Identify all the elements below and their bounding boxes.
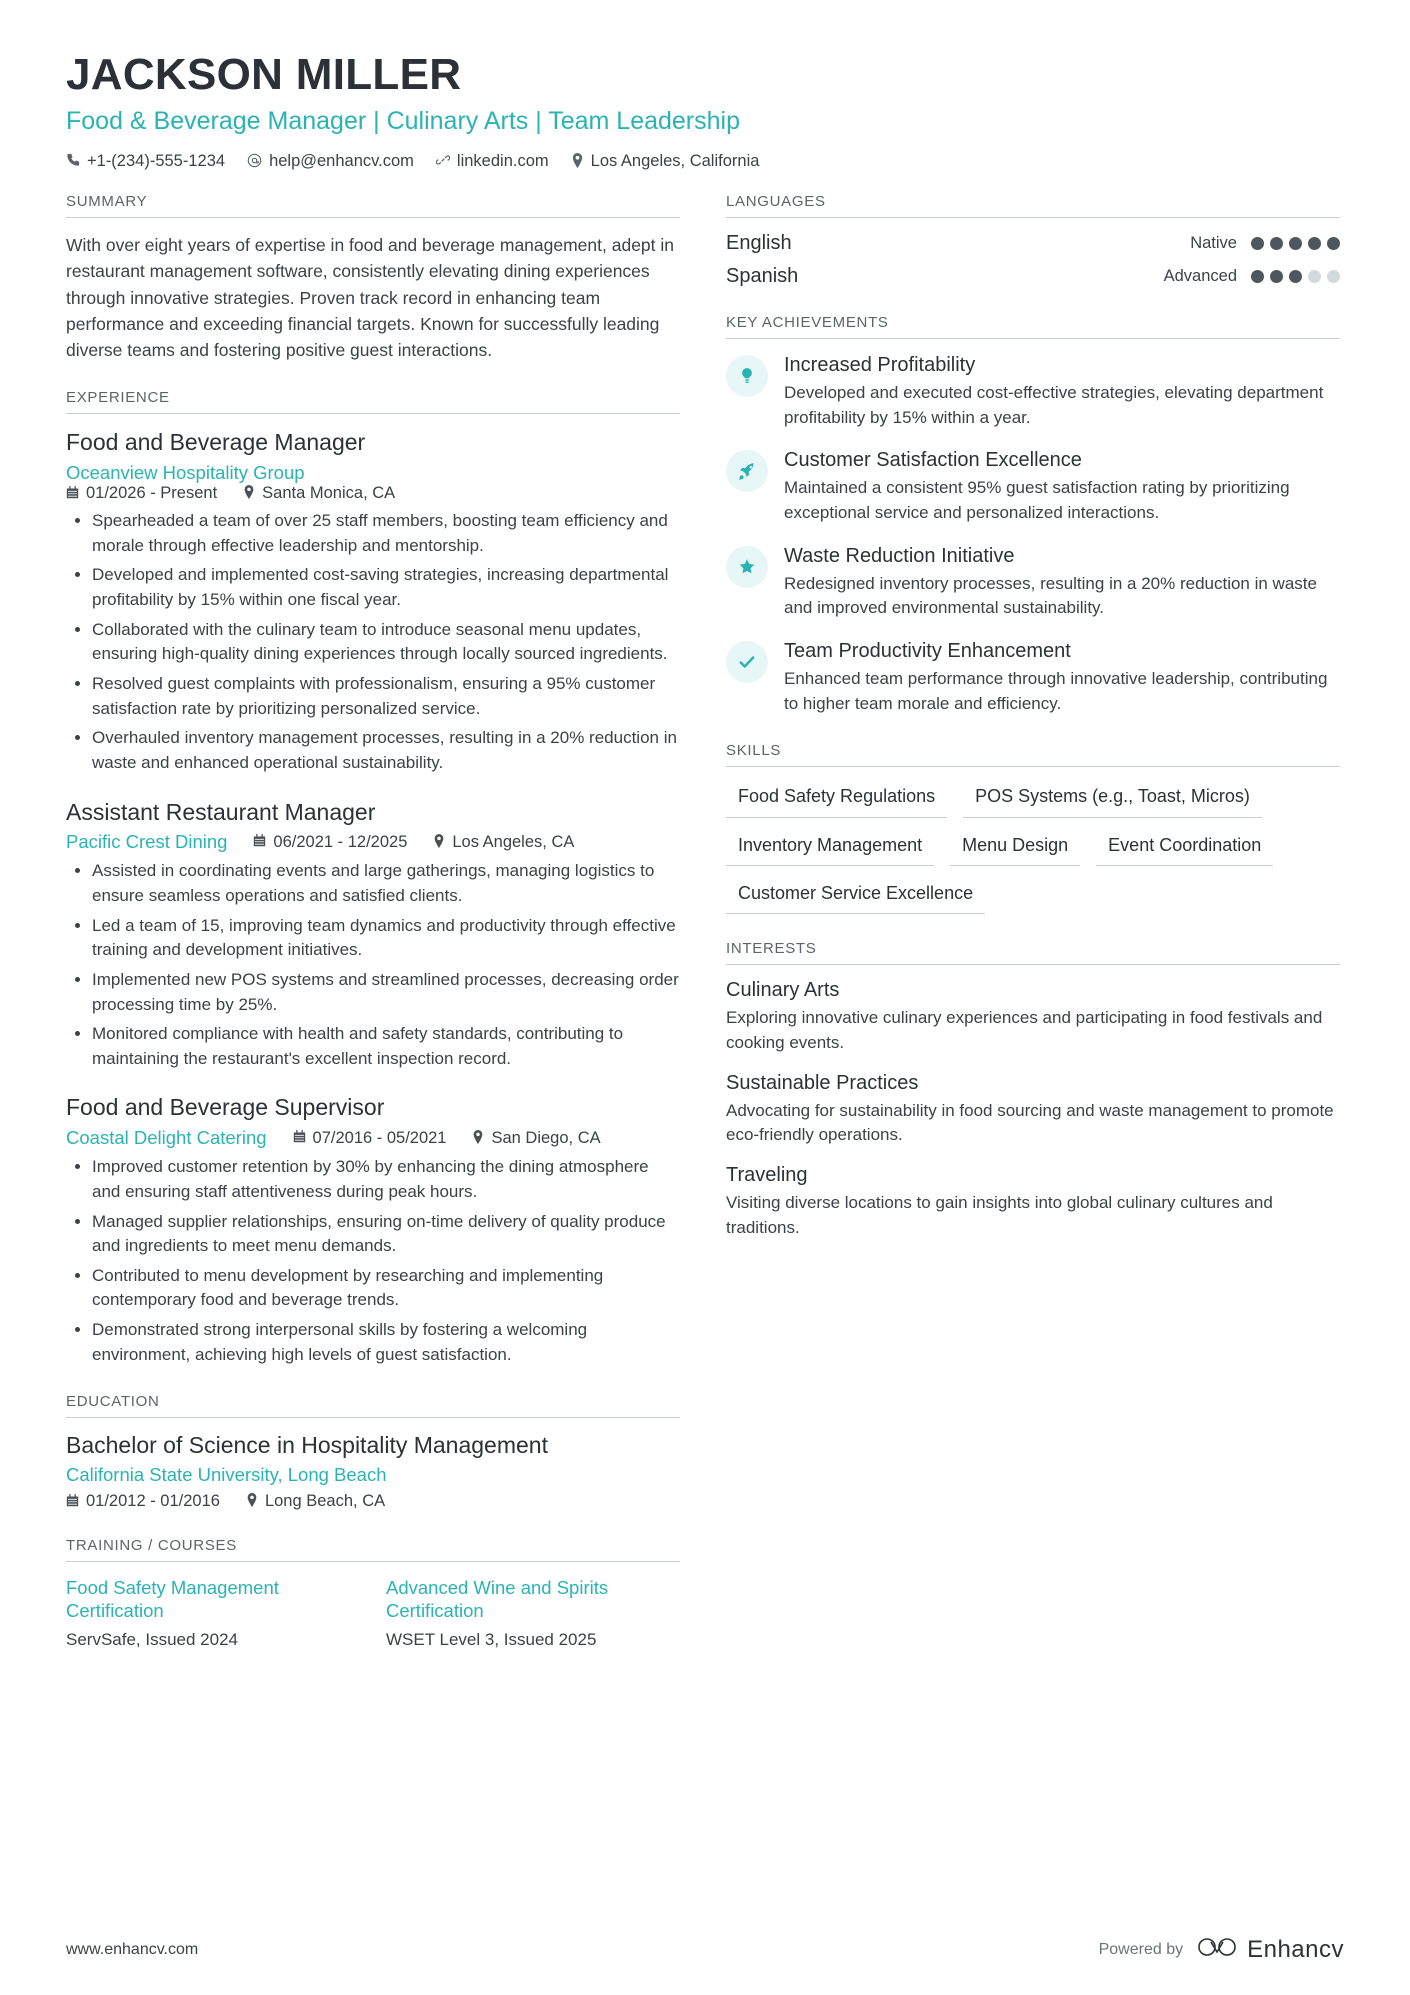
section-title-experience: EXPERIENCE bbox=[66, 389, 680, 414]
achievement-body bbox=[784, 448, 1340, 525]
job-bullet: • Monitored compliance with health and safety standards, contributing to maintaining the restaurant's excellent inspection record. bbox=[92, 1022, 680, 1071]
interest-title: Sustainable Practices bbox=[726, 1071, 919, 1094]
job-dates bbox=[253, 833, 407, 852]
interest-item bbox=[726, 1072, 1340, 1148]
contact-location bbox=[571, 152, 760, 171]
job-title: Food and Beverage Supervisor bbox=[66, 1094, 385, 1121]
contact-phone-text: +1-(234)-555-1234 bbox=[87, 152, 226, 171]
training-name: Food Safety Management Certification bbox=[66, 1577, 279, 1622]
education-dates-text: 01/2012 - 01/2016 bbox=[86, 1492, 220, 1511]
training-item bbox=[386, 1576, 666, 1649]
job-company: Pacific Crest Dining bbox=[66, 831, 228, 853]
interest-desc: Exploring innovative culinary experiences and participating in food festivals and cooking events. bbox=[726, 1008, 1323, 1053]
skill-chip: Menu Design bbox=[950, 830, 1080, 866]
interest-item bbox=[726, 1164, 1340, 1240]
section-education bbox=[66, 1393, 680, 1511]
experience-item bbox=[66, 798, 680, 1072]
achievement-desc: Redesigned inventory processes, resulting in a 20% reduction in waste and improved environmental sustainability. bbox=[784, 573, 1317, 618]
location-icon bbox=[246, 1493, 258, 1510]
education-dates bbox=[66, 1492, 220, 1511]
contact-link bbox=[436, 152, 549, 171]
job-bullets bbox=[66, 509, 680, 775]
language-item bbox=[726, 232, 1340, 255]
location-icon bbox=[571, 153, 584, 171]
job-bullet: • Contributed to menu development by researching and implementing contemporary food and beverage trends. bbox=[92, 1264, 680, 1313]
section-skills bbox=[726, 742, 1340, 914]
language-dots bbox=[1251, 237, 1340, 250]
location-icon bbox=[433, 834, 445, 851]
job-company: Oceanview Hospitality Group bbox=[66, 462, 305, 484]
job-title: Assistant Restaurant Manager bbox=[66, 798, 376, 825]
achievement-desc: Maintained a consistent 95% guest satisfaction rating by prioritizing exceptional service and personalized interactions. bbox=[784, 478, 1290, 523]
link-icon bbox=[436, 153, 450, 170]
achievement-desc: Enhanced team performance through innovative leadership, contributing to higher team morale and efficiency. bbox=[784, 669, 1328, 713]
achievement-title: Increased Profitability bbox=[784, 354, 976, 377]
language-dots bbox=[1251, 270, 1340, 283]
language-item bbox=[726, 265, 1340, 288]
section-experience bbox=[66, 389, 680, 1367]
job-bullet: • Led a team of 15, improving team dynamics and productivity through effective training and development initiatives. bbox=[92, 914, 680, 963]
dot-empty bbox=[1308, 270, 1321, 283]
job-dates bbox=[293, 1129, 447, 1148]
dot-filled bbox=[1308, 237, 1321, 250]
section-title-skills: SKILLS bbox=[726, 742, 1340, 767]
skills-list bbox=[726, 781, 1340, 914]
achievement-body bbox=[784, 353, 1340, 430]
job-dates-text: 01/2026 - Present bbox=[86, 484, 218, 503]
location-icon bbox=[472, 1130, 484, 1147]
job-bullets bbox=[66, 859, 680, 1071]
interest-title: Culinary Arts bbox=[726, 979, 840, 1002]
section-achievements bbox=[726, 314, 1340, 716]
enhancv-logo-icon bbox=[1195, 1934, 1239, 1965]
interest-item bbox=[726, 979, 1340, 1055]
job-bullet: • Demonstrated strong interpersonal skills by fostering a welcoming environment, achieving high levels of guest satisfaction. bbox=[92, 1318, 680, 1367]
star-icon bbox=[726, 546, 768, 588]
location-icon bbox=[243, 485, 255, 502]
achievement-item bbox=[726, 353, 1340, 430]
achievement-title: Customer Satisfaction Excellence bbox=[784, 449, 1082, 472]
job-bullet: • Managed supplier relationships, ensuring on-time delivery of quality produce and ingredients to meet menu demands. bbox=[92, 1210, 680, 1259]
check-icon bbox=[726, 641, 768, 683]
section-title-achievements: KEY ACHIEVEMENTS bbox=[726, 314, 1340, 339]
footer-url[interactable]: www.enhancv.com bbox=[66, 1940, 199, 1958]
skill-chip: Customer Service Excellence bbox=[726, 878, 985, 914]
experience-item bbox=[66, 1093, 680, 1367]
section-title-languages: LANGUAGES bbox=[726, 193, 1340, 218]
section-title-interests: INTERESTS bbox=[726, 940, 1340, 965]
job-location bbox=[433, 833, 574, 852]
section-title-summary: SUMMARY bbox=[66, 193, 680, 218]
dot-filled bbox=[1251, 237, 1264, 250]
education-meta bbox=[66, 1492, 680, 1511]
job-bullets bbox=[66, 1155, 680, 1367]
calendar-icon bbox=[66, 486, 79, 502]
job-bullet: • Collaborated with the culinary team to introduce seasonal menu updates, ensuring high-quality dining experiences through locally sourced ingredients. bbox=[92, 618, 680, 667]
education-degree: Bachelor of Science in Hospitality Management bbox=[66, 1432, 548, 1459]
job-bullet: • Spearheaded a team of over 25 staff members, boosting team efficiency and morale through effective leadership and mentorship. bbox=[92, 509, 680, 558]
job-location bbox=[243, 484, 395, 503]
language-name: English bbox=[726, 232, 792, 255]
skill-chip: Event Coordination bbox=[1096, 830, 1273, 866]
rocket-icon bbox=[726, 450, 768, 492]
phone-icon bbox=[66, 153, 80, 170]
job-location bbox=[472, 1129, 600, 1148]
education-location bbox=[246, 1492, 385, 1511]
job-location-text: Los Angeles, CA bbox=[452, 832, 575, 851]
job-bullet: • Implemented new POS systems and streamlined processes, decreasing order processing time by 25%. bbox=[92, 968, 680, 1017]
achievement-body bbox=[784, 639, 1340, 716]
achievement-body bbox=[784, 544, 1340, 621]
language-right bbox=[1164, 267, 1340, 286]
calendar-icon bbox=[293, 1130, 306, 1146]
powered-by bbox=[1099, 1934, 1344, 1965]
candidate-name: JACKSON MILLER bbox=[66, 50, 462, 99]
dot-filled bbox=[1251, 270, 1264, 283]
right-column bbox=[726, 193, 1340, 1266]
dot-filled bbox=[1289, 270, 1302, 283]
job-dates bbox=[66, 484, 217, 503]
language-level: Native bbox=[1190, 234, 1237, 253]
education-school: California State University, Long Beach bbox=[66, 1464, 387, 1486]
page-footer bbox=[66, 1934, 1344, 1965]
achievement-title: Team Productivity Enhancement bbox=[784, 640, 1071, 663]
interest-title: Traveling bbox=[726, 1164, 808, 1187]
candidate-headline: Food & Beverage Manager | Culinary Arts | Team Leadership bbox=[66, 107, 740, 136]
contact-location-text: Los Angeles, California bbox=[590, 152, 760, 171]
job-bullet: • Overhauled inventory management processes, resulting in a 20% reduction in waste and enhanced operational sustainability. bbox=[92, 726, 680, 775]
achievement-item bbox=[726, 544, 1340, 621]
job-bullet: • Developed and implemented cost-saving strategies, increasing departmental profitability by 15% within one fiscal year. bbox=[92, 563, 680, 612]
summary-text: With over eight years of expertise in food and beverage management, adept in restaurant management software, consistently elevating dining experiences through innovative strategies. Proven track record in enhancing team performance and exceeding financial targets. Known for successfully leading diverse teams and fostering positive guest interactions. bbox=[66, 235, 675, 361]
job-meta bbox=[66, 484, 680, 503]
section-title-training: TRAINING / COURSES bbox=[66, 1537, 680, 1562]
job-dates-text: 07/2016 - 05/2021 bbox=[312, 1128, 447, 1147]
section-interests bbox=[726, 940, 1340, 1240]
left-column bbox=[66, 193, 680, 1675]
job-dates-text: 06/2021 - 12/2025 bbox=[273, 832, 408, 851]
skill-chip: POS Systems (e.g., Toast, Micros) bbox=[963, 781, 1262, 817]
language-level: Advanced bbox=[1163, 267, 1237, 286]
job-company: Coastal Delight Catering bbox=[66, 1127, 267, 1149]
interest-desc: Visiting diverse locations to gain insights into global culinary cultures and traditions. bbox=[726, 1193, 1273, 1237]
email-icon bbox=[247, 153, 262, 171]
section-training bbox=[66, 1537, 680, 1649]
contact-phone bbox=[66, 152, 225, 171]
contact-email-text: help@enhancv.com bbox=[269, 152, 414, 171]
section-title-education: EDUCATION bbox=[66, 1393, 680, 1418]
skill-chip: Food Safety Regulations bbox=[726, 781, 947, 817]
training-sub: WSET Level 3, Issued 2025 bbox=[386, 1629, 597, 1649]
training-item bbox=[66, 1576, 346, 1649]
interest-desc: Advocating for sustainability in food sourcing and waste management to promote eco-friendly operations. bbox=[726, 1100, 1334, 1145]
contact-row bbox=[66, 152, 1344, 171]
education-location-text: Long Beach, CA bbox=[264, 1492, 386, 1511]
job-meta bbox=[66, 1127, 680, 1149]
dot-filled bbox=[1270, 237, 1283, 250]
contact-link-text: linkedin.com bbox=[456, 152, 549, 171]
job-meta bbox=[66, 831, 680, 853]
skill-chip: Inventory Management bbox=[726, 830, 934, 866]
dot-filled bbox=[1289, 237, 1302, 250]
education-item bbox=[66, 1432, 680, 1511]
experience-item bbox=[66, 428, 680, 775]
brand-name: Enhancv bbox=[1247, 1935, 1344, 1963]
job-location-text: San Diego, CA bbox=[491, 1128, 601, 1147]
language-name: Spanish bbox=[726, 265, 799, 288]
powered-by-label: Powered by bbox=[1098, 1940, 1184, 1958]
achievement-desc: Developed and executed cost-effective strategies, elevating department profitability by 15% within a year. bbox=[784, 383, 1324, 427]
resume-header bbox=[66, 52, 1344, 171]
section-summary bbox=[66, 193, 680, 363]
job-bullet: • Improved customer retention by 30% by enhancing the dining atmosphere and ensuring staff attentiveness during peak hours. bbox=[92, 1155, 680, 1204]
dot-filled bbox=[1327, 237, 1340, 250]
job-bullet: • Assisted in coordinating events and large gatherings, managing logistics to ensure seamless operations and satisfied clients. bbox=[92, 859, 680, 908]
brand bbox=[1195, 1934, 1344, 1965]
achievement-item bbox=[726, 448, 1340, 525]
section-languages bbox=[726, 193, 1340, 288]
job-title: Food and Beverage Manager bbox=[66, 429, 366, 456]
calendar-icon bbox=[66, 1494, 79, 1510]
dot-filled bbox=[1270, 270, 1283, 283]
training-sub: ServSafe, Issued 2024 bbox=[66, 1629, 239, 1649]
job-location-text: Santa Monica, CA bbox=[262, 484, 396, 503]
language-right bbox=[1190, 234, 1340, 253]
lightbulb-icon bbox=[726, 355, 768, 397]
calendar-icon bbox=[253, 834, 266, 850]
achievement-item bbox=[726, 639, 1340, 716]
dot-empty bbox=[1327, 270, 1340, 283]
training-name: Advanced Wine and Spirits Certification bbox=[386, 1577, 609, 1622]
training-grid bbox=[66, 1576, 680, 1649]
job-bullet: • Resolved guest complaints with professionalism, ensuring a 95% customer satisfaction rate by prioritizing personalized service. bbox=[92, 672, 680, 721]
achievement-title: Waste Reduction Initiative bbox=[784, 544, 1015, 567]
contact-email bbox=[247, 152, 414, 171]
